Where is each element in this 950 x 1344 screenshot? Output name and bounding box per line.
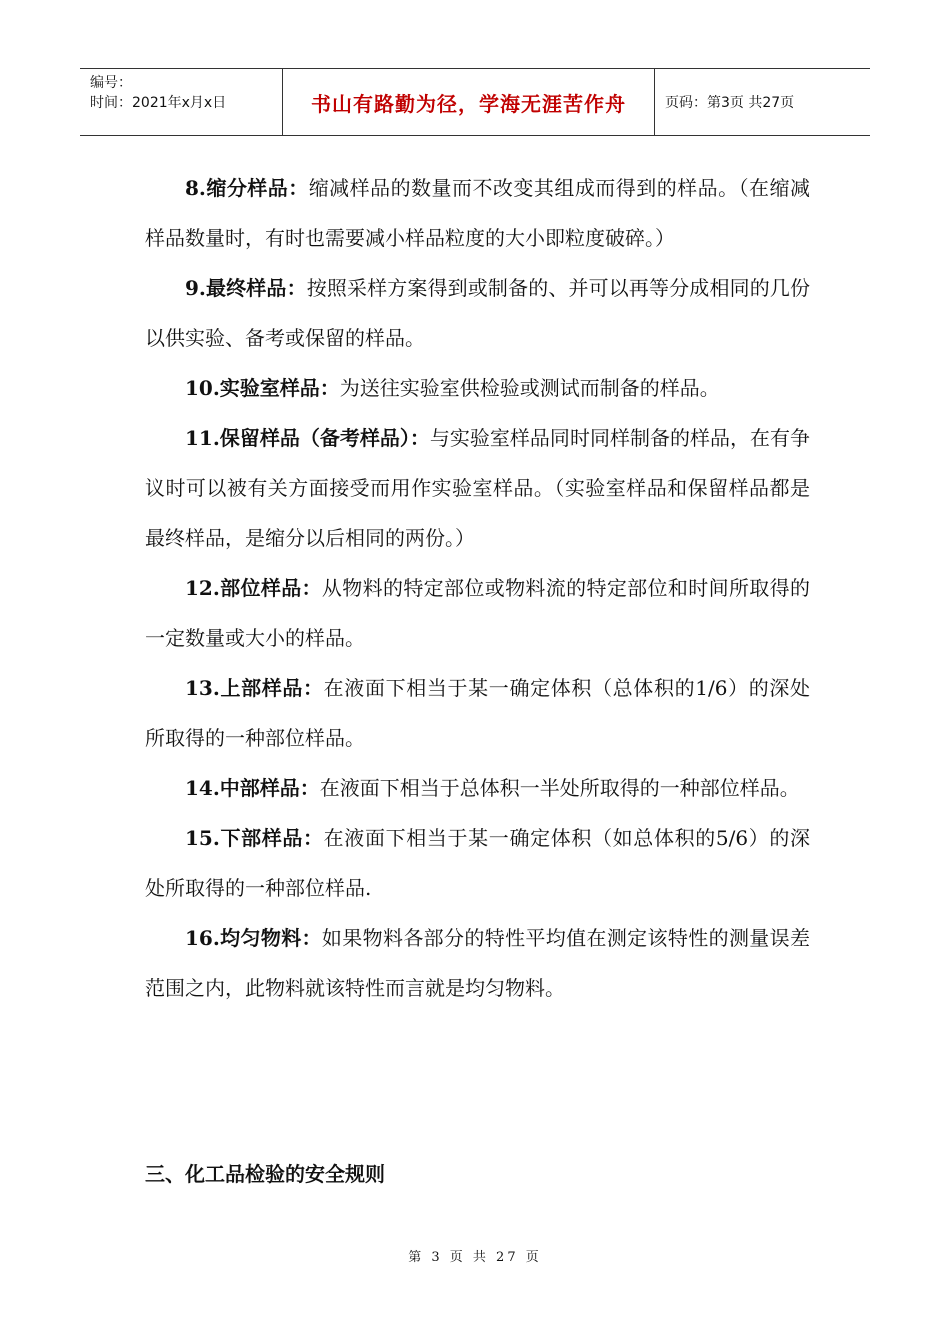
paragraph-13 [145,663,810,763]
header-page-info: 页码：第3页 共27页 [665,95,795,111]
paragraph-8 [145,163,810,263]
paragraph-15 [145,813,810,913]
term-label: 8.缩分样品： [185,176,309,200]
paragraph-11 [145,413,810,563]
term-label: 9.最终样品： [185,276,307,300]
term-label: 14.中部样品： [185,776,320,800]
page-footer: 第 3 页 共 27 页 [408,1250,542,1265]
term-label: 13.上部样品： [185,676,324,700]
section-title: 三、化工品检验的安全规则 [145,1162,385,1186]
number-label: 编号： [90,75,132,91]
header-meta [80,69,282,135]
term-definition: 与实验室样品同时同样制备的样品，在有争议时可以被有关方面接受而用作实验室样品。（实验室样品和保留样品都是最终样品，是缩分以后相同的两份。） [145,426,811,550]
term-definition: 在液面下相当于某一确定体积（总体积的1/6）的深处所取得的一种部位样品。 [145,676,810,750]
term-definition: 按照采样方案得到或制备的、并可以再等分成相同的几份以供实验、备考或保留的样品。 [145,276,810,350]
term-label: 11.保留样品（备考样品）： [185,426,430,450]
header-motto: 书山有路勤为径，学海无涯苦作舟 [282,69,655,135]
term-definition: 在液面下相当于某一确定体积（如总体积的5/6）的深处所取得的一种部位样品. [145,826,810,900]
term-definition: 在液面下相当于总体积一半处所取得的一种部位样品。 [319,776,800,800]
term-definition: 如果物料各部分的特性平均值在测定该特性的测量误差范围之内，此物料就该特性而言就是均匀物料。 [145,926,810,1000]
time-label: 时间：2021年x月x日 [90,95,227,111]
paragraph-9 [145,263,810,363]
term-label: 15.下部样品： [185,826,324,850]
term-label: 10.实验室样品： [185,376,340,400]
page-header [80,68,870,136]
paragraph-12 [145,563,810,663]
term-label: 12.部位样品： [185,576,322,600]
paragraph-14 [145,763,810,813]
term-definition: 缩减样品的数量而不改变其组成而得到的样品。（在缩减样品数量时，有时也需要减小样品粒度的大小即粒度破碎。） [145,176,810,250]
term-label: 16.均匀物料： [185,926,322,950]
document-body [145,163,810,1013]
paragraph-16 [145,913,810,1013]
term-definition: 为送往实验室供检验或测试而制备的样品。 [339,376,720,400]
paragraph-10 [145,363,810,413]
term-definition: 从物料的特定部位或物料流的特定部位和时间所取得的一定数量或大小的样品。 [145,576,810,650]
